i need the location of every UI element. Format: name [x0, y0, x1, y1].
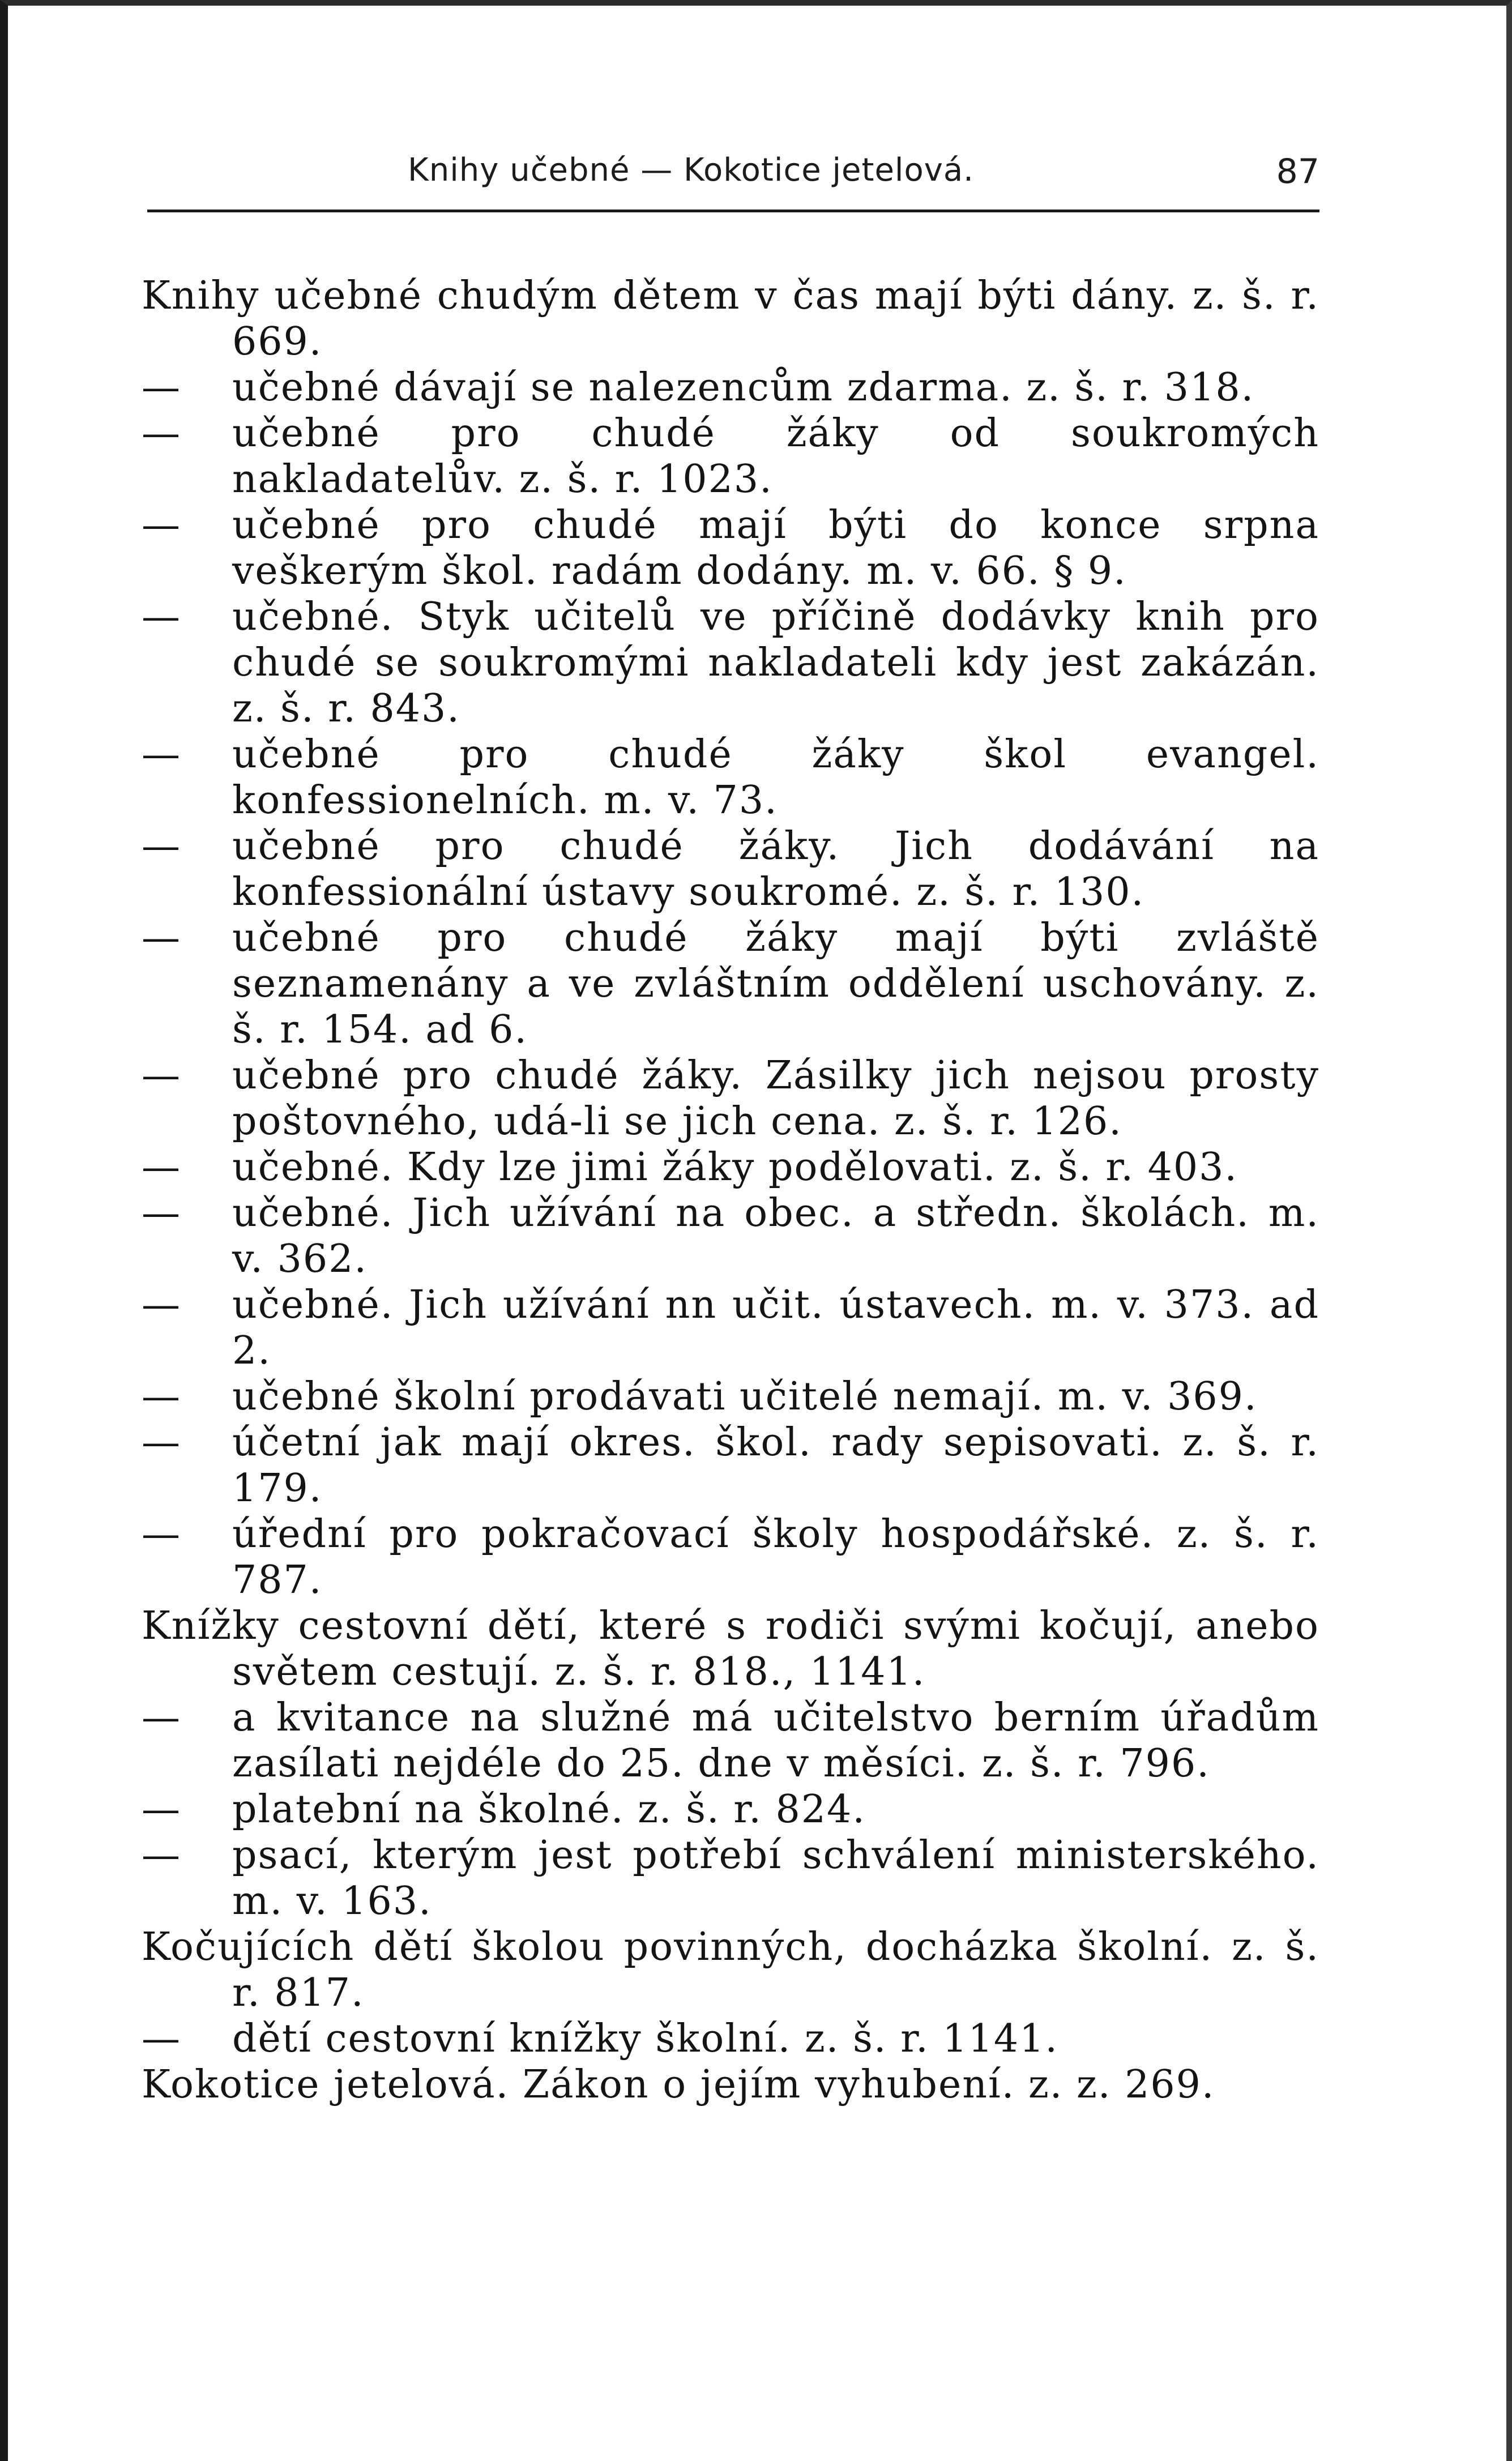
index-subentry: [142, 732, 1319, 823]
entry-text: učebné školní prodávati učitelé nemají. m. v. 369.: [232, 1374, 1258, 1419]
index-subentry: [142, 1695, 1319, 1787]
entry-text: platební na školné. z. š. r. 824.: [232, 1787, 866, 1832]
index-subentry: [142, 1144, 1319, 1190]
index-subentry: [142, 1190, 1319, 1282]
entry-text: a kvitance na služné má učitelstvo berním úřadům zasílati nejdéle do 25. dne v měsíci. z. š. r. 796.: [232, 1695, 1319, 1786]
index-subentry: [142, 1420, 1319, 1511]
page-number: 87: [1276, 152, 1319, 191]
entry-text: učebné. Jich užívání na obec. a středn. školách. m. v. 362.: [232, 1191, 1319, 1281]
index-subentry: [142, 594, 1319, 732]
index-subentry: [142, 1511, 1319, 1603]
index-subentry: [142, 915, 1319, 1053]
index-subentry: [142, 1832, 1319, 1924]
index-entry: [142, 1924, 1319, 2016]
index-subentry: [142, 1282, 1319, 1374]
entry-text: úřední pro pokračovací školy hospodářské. z. š. r. 787.: [232, 1512, 1319, 1603]
entry-text: Knížky cestovní dětí, které s rodiči svými kočují, anebo světem cestují. z. š. r. 818., 1141.: [142, 1604, 1319, 1694]
index-subentry: [142, 411, 1319, 502]
index-subentry: [142, 1374, 1319, 1420]
entry-dash: —: [142, 1833, 181, 1878]
entry-dash: —: [142, 1053, 181, 1098]
page-header: [147, 152, 1319, 197]
entry-dash: —: [142, 1374, 181, 1419]
entry-text: učebné. Jich užívání nn učit. ústavech. m. v. 373. ad 2.: [232, 1283, 1319, 1373]
entry-text: účetní jak mají okres. škol. rady sepisovati. z. š. r. 179.: [232, 1420, 1319, 1511]
entry-text: psací, kterým jest potřebí schválení ministerského. m. v. 163.: [232, 1833, 1319, 1924]
running-head: Knihy učebné — Kokotice jetelová.: [408, 152, 974, 189]
entry-dash: —: [142, 595, 181, 639]
entry-dash: —: [142, 732, 181, 777]
entry-text: učebné pro chudé žáky. Jich dodávání na konfessionální ústavy soukromé. z. š. r. 130.: [232, 824, 1319, 915]
index-entry: [142, 273, 1319, 365]
index-subentry: [142, 365, 1319, 411]
index-entry: [142, 1603, 1319, 1695]
entry-dash: —: [142, 1145, 181, 1190]
index-subentry: [142, 502, 1319, 594]
index-subentry: [142, 2016, 1319, 2062]
entry-text: učebné pro chudé mají býti do konce srpna veškerým škol. radám dodány. m. v. 66. § 9.: [232, 503, 1319, 593]
entry-text: učebné. Kdy lze jimi žáky podělovati. z. š. r. 403.: [232, 1145, 1238, 1190]
entry-dash: —: [142, 1420, 181, 1465]
entry-text: Knihy učebné chudým dětem v čas mají býti dány. z. š. r. 669.: [142, 274, 1319, 364]
entry-text: učebné. Styk učitelů ve příčině dodávky knih pro chudé se soukromými nakladateli kdy jest zakázán. z. š. r. 843.: [232, 595, 1319, 731]
index-subentry: [142, 823, 1319, 915]
entry-dash: —: [142, 1191, 181, 1236]
entry-text: učebné pro chudé žáky mají býti zvláště seznamenány a ve zvláštním oddělení uschovány. z. š. r. 154. ad 6.: [232, 916, 1319, 1052]
entry-text: učebné pro chudé žáky. Zásilky jich nejsou prosty poštovného, udá-li se jich cena. z. š. r. 126.: [232, 1053, 1319, 1144]
entry-dash: —: [142, 1787, 181, 1832]
header-rule: [147, 210, 1319, 212]
index-body: [142, 273, 1319, 2108]
entry-text: Kočujících dětí školou povinných, docházka školní. z. š. r. 817.: [142, 1925, 1319, 2015]
index-subentry: [142, 1053, 1319, 1144]
entry-dash: —: [142, 1283, 181, 1327]
entry-dash: —: [142, 411, 181, 456]
entry-dash: —: [142, 1512, 181, 1557]
entry-dash: —: [142, 365, 181, 410]
index-entry: [142, 2062, 1319, 2108]
entry-text: Kokotice jetelová. Zákon o jejím vyhubení. z. z. 269.: [142, 2062, 1215, 2107]
entry-text: dětí cestovní knížky školní. z. š. r. 1141.: [232, 2016, 1059, 2061]
entry-text: učebné dávají se nalezencům zdarma. z. š. r. 318.: [232, 365, 1255, 410]
entry-dash: —: [142, 824, 181, 869]
entry-dash: —: [142, 1695, 181, 1740]
entry-text: učebné pro chudé žáky od soukromých nakladatelův. z. š. r. 1023.: [232, 411, 1319, 502]
entry-text: učebné pro chudé žáky škol evangel. konfessionelních. m. v. 73.: [232, 732, 1319, 823]
entry-dash: —: [142, 916, 181, 960]
index-subentry: [142, 1787, 1319, 1832]
entry-dash: —: [142, 2016, 181, 2061]
entry-dash: —: [142, 503, 181, 548]
